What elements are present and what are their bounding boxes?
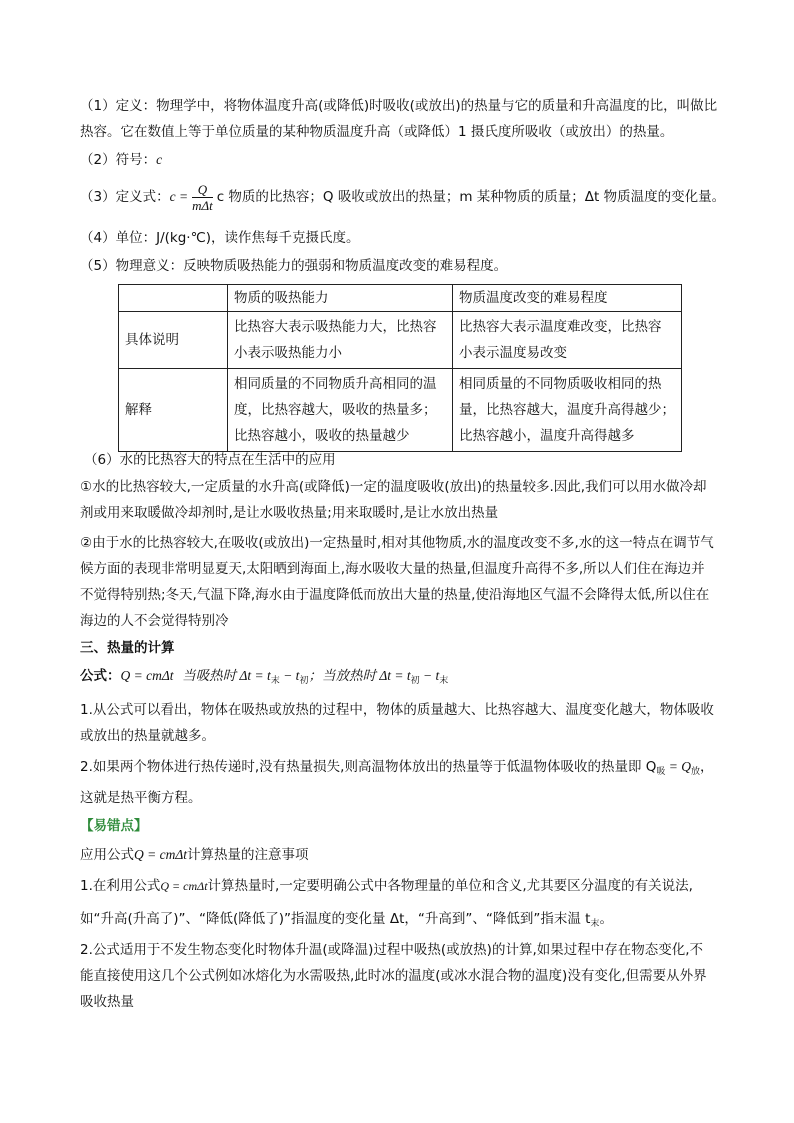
mistake-text: 1.在利用公式 bbox=[80, 878, 161, 894]
cell-text: 比热容大表示温度难改变，比热容 bbox=[459, 319, 662, 335]
subscript: 初 bbox=[299, 676, 309, 686]
app-p2-line: 候方面的表现非常明显夏天,太阳晒到海面上,海水吸收大量的热量,但温度升高得不多,所以人们住在海边并 bbox=[80, 561, 705, 577]
subscript: 末 bbox=[270, 676, 280, 686]
mistakes-p2-line: 能直接使用这几个公式例如冰熔化为水需吸热,此时冰的温度(或冰水混合物的温度)没有变化,但需要从外界 bbox=[80, 968, 707, 984]
symbol-label: （2）符号： bbox=[80, 152, 157, 168]
formula-label: 公式： bbox=[80, 668, 121, 684]
app-p2-line: 海边的人不会觉得特别冷 bbox=[80, 613, 229, 629]
table-row bbox=[119, 369, 682, 452]
calc-p2-end: ， bbox=[700, 759, 714, 775]
definition-formula-line bbox=[80, 180, 725, 214]
table-cell bbox=[453, 369, 682, 452]
heat-formula: Q = cmΔt bbox=[120, 668, 174, 683]
mistakes-heading: 【易错点】 bbox=[80, 818, 148, 834]
mistake-text: 如“升高(升高了)”、“降低(降低了)”指温度的变化量 Δt，“升高到”、“降低到”指末温 t bbox=[80, 911, 591, 927]
calc-p2-text: 2.如果两个物体进行热传递时,没有热量损失,则高温物体放出的热量等于低温物体吸收的热量即 Q bbox=[80, 759, 657, 775]
cell-text: 比热容越小，温度升高得越多 bbox=[459, 428, 635, 444]
subscript: 吸 bbox=[656, 767, 666, 777]
formula-fraction bbox=[192, 182, 213, 213]
cell-text: 比热容越小，吸收的热量越少 bbox=[234, 428, 410, 444]
section-heading: 三、热量的计算 bbox=[80, 640, 175, 656]
intro-text: 计算热量的注意事项 bbox=[187, 847, 309, 863]
subscript: 初 bbox=[410, 676, 420, 686]
formula-def-explain: c 物质的比热容；Q 吸收或放出的热量；m 某种物质的质量；Δt 物质温度的变化量。 bbox=[216, 189, 726, 205]
calc-p1-line: 1.从公式可以看出，物体在吸热或放热的过程中，物体的质量越大、比热容越大、温度变化越大，物体吸收 bbox=[80, 702, 714, 718]
cell-text: 小表示吸热能力小 bbox=[234, 345, 342, 361]
subscript: 末 bbox=[590, 919, 600, 929]
app-p2-line: ②由于水的比热容较大,在吸收(或放出)一定热量时,相对其他物质,水的温度改变不多,水的这一特点在调节气 bbox=[80, 535, 714, 551]
fraction-denominator: mΔt bbox=[192, 197, 213, 213]
unit-line: （4）单位：J/(kg·℃)，读作焦每千克摄氏度。 bbox=[80, 230, 360, 246]
mistake-formula: Q = cmΔt bbox=[160, 879, 208, 893]
calc-p1-line: 或放出的热量就越多。 bbox=[80, 728, 215, 744]
properties-table bbox=[118, 284, 682, 452]
meaning-line: （5）物理意义：反映物质吸热能力的强弱和物质温度改变的难易程度。 bbox=[80, 258, 508, 274]
mistakes-p2-line: 2.公式适用于不发生物态变化时物体升温(或降温)过程中吸热(或放热)的计算,如果过程中存在物态变化,不 bbox=[80, 942, 704, 958]
cell-text: 相同质量的不同物质升高相同的温 bbox=[234, 376, 437, 392]
subscript: 末 bbox=[439, 676, 449, 686]
app-p1-line: ①水的比热容较大,一定质量的水升高(或降低)一定的温度吸收(放出)的热量较多.因此,我们可以用水做冷却 bbox=[80, 479, 707, 495]
release-formula-mid: − t bbox=[419, 668, 440, 683]
table-header-cell bbox=[119, 285, 228, 312]
release-formula: ；当放热时 Δt = t bbox=[308, 668, 411, 683]
cell-text: 相同质量的不同物质吸收相同的热 bbox=[459, 376, 662, 392]
absorb-formula: 当吸热时 Δt = t bbox=[182, 668, 271, 683]
mistake-text: 计算热量时,一定要明确公式中各物理量的单位和含义,尤其要区分温度的有关说法, bbox=[207, 878, 693, 894]
mistakes-p1-line-2 bbox=[80, 909, 613, 934]
applications-title: （6）水的比热容大的特点在生活中的应用 bbox=[84, 452, 336, 468]
cell-text: 小表示温度易改变 bbox=[459, 345, 567, 361]
cell-text: 比热容大表示吸热能力大，比热容 bbox=[234, 319, 437, 335]
intro-text: 应用公式 bbox=[80, 847, 134, 863]
formula-def-lhs: c = bbox=[169, 189, 189, 204]
calc-p2-line-2: 这就是热平衡方程。 bbox=[80, 790, 202, 806]
absorb-formula-mid: − t bbox=[279, 668, 300, 683]
symbol-line bbox=[80, 150, 162, 170]
table-row-label: 解释 bbox=[119, 369, 228, 452]
symbol-value: c bbox=[156, 152, 163, 167]
table-cell bbox=[453, 312, 682, 369]
fraction-numerator: Q bbox=[192, 182, 213, 198]
table-row bbox=[119, 312, 682, 369]
cell-text: 量，比热容越大，温度升高得越少； bbox=[459, 402, 675, 418]
app-p2-line: 不觉得特别热;冬天,气温下降,海水由于温度降低而放出大量的热量,使沿海地区气温不会降得太低,所以住在 bbox=[80, 587, 710, 603]
table-cell bbox=[228, 369, 453, 452]
heat-formula-line bbox=[80, 666, 448, 691]
calc-p2-mid: = Q bbox=[665, 759, 692, 774]
formula-def-label: （3）定义式： bbox=[80, 189, 170, 205]
table-header-cell: 物质温度改变的难易程度 bbox=[453, 285, 682, 312]
mistake-text-end: 。 bbox=[599, 911, 613, 927]
table-cell bbox=[228, 312, 453, 369]
calc-p2-line bbox=[80, 757, 714, 782]
mistakes-p1-line bbox=[80, 876, 693, 896]
mistakes-intro bbox=[80, 845, 309, 865]
mistakes-p2-line: 吸收热量 bbox=[80, 994, 134, 1010]
table-row-label: 具体说明 bbox=[119, 312, 228, 369]
definition-line-2: 热容。它在数值上等于单位质量的某种物质温度升高（或降低）1 摄氏度所吸收（或放出）的热量。 bbox=[80, 124, 674, 140]
app-p1-line: 剂或用来取暖做冷却剂时,是让水吸收热量;用来取暖时,是让水放出热量 bbox=[80, 505, 499, 521]
definition-line-1: （1）定义：物理学中，将物体温度升高(或降低)时吸收(或放出)的热量与它的质量和升高温度的比，叫做比 bbox=[80, 98, 718, 114]
subscript: 放 bbox=[691, 767, 701, 777]
intro-formula: Q = cmΔt bbox=[134, 847, 188, 862]
table-header-cell: 物质的吸热能力 bbox=[228, 285, 453, 312]
cell-text: 度，比热容越大，吸收的热量多； bbox=[234, 402, 437, 418]
table-header-row bbox=[119, 285, 682, 312]
